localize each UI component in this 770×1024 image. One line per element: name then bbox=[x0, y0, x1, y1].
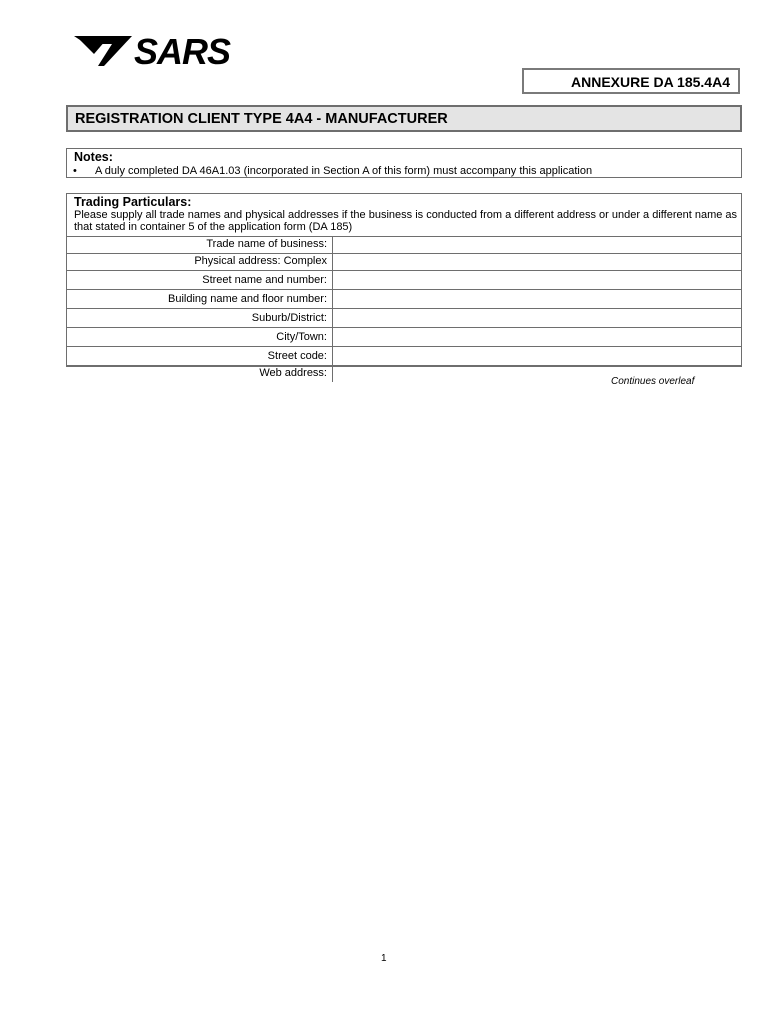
field-label: Street name and number: bbox=[67, 271, 333, 289]
notes-section bbox=[66, 148, 742, 178]
annexure-label: ANNEXURE DA 185.4A4 bbox=[522, 68, 740, 94]
field-row-trade-name bbox=[67, 236, 741, 253]
city-input[interactable] bbox=[333, 328, 741, 346]
field-row-city bbox=[67, 327, 741, 346]
field-label: Suburb/District: bbox=[67, 309, 333, 327]
physical-address-input[interactable] bbox=[333, 254, 741, 270]
continues-overleaf: Continues overleaf bbox=[611, 376, 695, 387]
street-input[interactable] bbox=[333, 271, 741, 289]
trading-description: Please supply all trade names and physical addresses if the business is conducted from a different address or under a different name as that stated in container 5 of the application form (DA 185) bbox=[74, 209, 738, 233]
trading-title: Trading Particulars: bbox=[74, 195, 192, 209]
notes-title: Notes: bbox=[74, 150, 113, 164]
field-row-street-code bbox=[67, 346, 741, 365]
page-number: 1 bbox=[381, 953, 387, 964]
field-label: City/Town: bbox=[67, 328, 333, 346]
field-label: Building name and floor number: bbox=[67, 290, 333, 308]
field-row-building bbox=[67, 289, 741, 308]
trading-particulars-section bbox=[66, 193, 742, 379]
logo-wordmark: SARS bbox=[134, 31, 231, 72]
trade-name-input[interactable] bbox=[333, 237, 741, 253]
field-label: Web address: bbox=[67, 366, 333, 382]
trading-fields-table bbox=[67, 236, 741, 382]
field-row-physical-address bbox=[67, 253, 741, 270]
building-input[interactable] bbox=[333, 290, 741, 308]
sars-logo bbox=[72, 30, 244, 72]
field-label: Physical address: Complex bbox=[67, 254, 333, 270]
page-title: REGISTRATION CLIENT TYPE 4A4 - MANUFACTURER bbox=[66, 105, 742, 132]
field-row-suburb bbox=[67, 308, 741, 327]
field-label: Street code: bbox=[67, 347, 333, 365]
notes-item bbox=[73, 165, 592, 177]
field-label: Trade name of business: bbox=[67, 237, 333, 253]
bullet-icon: • bbox=[73, 165, 77, 177]
field-row-street bbox=[67, 270, 741, 289]
suburb-input[interactable] bbox=[333, 309, 741, 327]
street-code-input[interactable] bbox=[333, 347, 741, 365]
notes-item-text: A duly completed DA 46A1.03 (incorporated in Section A of this form) must accompany this application bbox=[95, 165, 593, 177]
